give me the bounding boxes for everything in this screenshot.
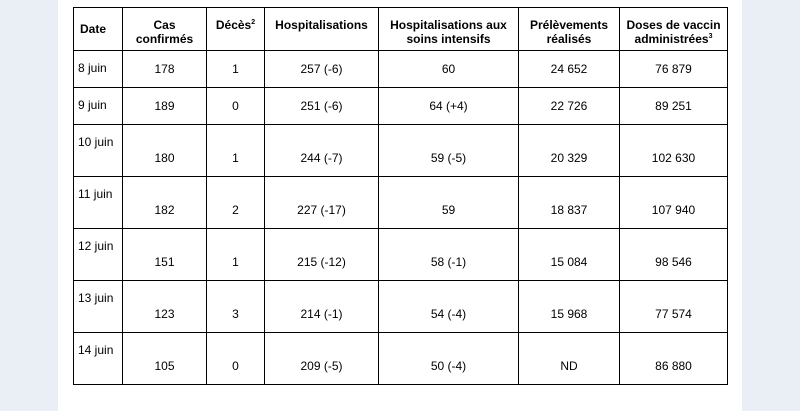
cell-cas: 151 — [123, 229, 207, 281]
cell-hosp: 251 (-6) — [265, 88, 379, 125]
cell-date: 14 juin — [74, 333, 123, 385]
cell-prelev: 20 329 — [519, 125, 620, 177]
table-row — [74, 125, 728, 177]
cell-prelev: 22 726 — [519, 88, 620, 125]
cell-hosp-si: 60 — [379, 51, 519, 88]
cell-hosp-si: 64 (+4) — [379, 88, 519, 125]
cell-hosp-si: 54 (-4) — [379, 281, 519, 333]
cell-doses: 89 251 — [620, 88, 728, 125]
cell-hosp: 209 (-5) — [265, 333, 379, 385]
cell-doses: 98 546 — [620, 229, 728, 281]
cell-hosp: 227 (-17) — [265, 177, 379, 229]
cell-deces: 3 — [207, 281, 265, 333]
cell-prelev: 15 084 — [519, 229, 620, 281]
table-row — [74, 177, 728, 229]
covid-stats-table — [73, 7, 728, 385]
cell-cas: 105 — [123, 333, 207, 385]
cell-cas: 189 — [123, 88, 207, 125]
cell-cas: 180 — [123, 125, 207, 177]
cell-date: 12 juin — [74, 229, 123, 281]
header-doses-footnote: 3 — [708, 33, 713, 40]
cell-hosp-si: 59 (-5) — [379, 125, 519, 177]
cell-prelev: ND — [519, 333, 620, 385]
cell-deces: 2 — [207, 177, 265, 229]
cell-doses: 102 630 — [620, 125, 728, 177]
cell-date: 10 juin — [74, 125, 123, 177]
cell-prelev: 18 837 — [519, 177, 620, 229]
cell-deces: 0 — [207, 88, 265, 125]
table-row — [74, 51, 728, 88]
cell-hosp: 214 (-1) — [265, 281, 379, 333]
header-hospitalisations-soins-intensifs: Hospitalisations aux soins intensifs — [379, 8, 519, 51]
header-hospitalisations: Hospitalisations — [265, 8, 379, 51]
header-deces-label: Décès — [215, 18, 252, 32]
cell-date: 13 juin — [74, 281, 123, 333]
cell-cas: 182 — [123, 177, 207, 229]
cell-prelev: 24 652 — [519, 51, 620, 88]
cell-cas: 178 — [123, 51, 207, 88]
cell-doses: 77 574 — [620, 281, 728, 333]
cell-hosp-si: 59 — [379, 177, 519, 229]
header-deces-footnote: 2 — [251, 19, 256, 26]
cell-doses: 107 940 — [620, 177, 728, 229]
cell-hosp: 244 (-7) — [265, 125, 379, 177]
header-prelevements: Prélèvements réalisés — [519, 8, 620, 51]
cell-deces: 1 — [207, 229, 265, 281]
cell-date: 11 juin — [74, 177, 123, 229]
cell-deces: 1 — [207, 125, 265, 177]
cell-hosp: 257 (-6) — [265, 51, 379, 88]
cell-hosp-si: 50 (-4) — [379, 333, 519, 385]
table-row — [74, 281, 728, 333]
cell-prelev: 15 968 — [519, 281, 620, 333]
cell-deces: 1 — [207, 51, 265, 88]
cell-doses: 76 879 — [620, 51, 728, 88]
header-cas-confirmes: Cas confirmés — [123, 8, 207, 51]
header-doses-label: Doses de vaccin administrées — [626, 18, 721, 46]
table-row — [74, 229, 728, 281]
table-row — [74, 88, 728, 125]
cell-deces: 0 — [207, 333, 265, 385]
cell-hosp-si: 58 (-1) — [379, 229, 519, 281]
table-header-row — [74, 8, 728, 51]
cell-date: 8 juin — [74, 51, 123, 88]
header-date: Date — [74, 8, 123, 51]
cell-hosp: 215 (-12) — [265, 229, 379, 281]
cell-doses: 86 880 — [620, 333, 728, 385]
cell-date: 9 juin — [74, 88, 123, 125]
document-page — [58, 0, 742, 411]
header-doses-vaccin — [620, 8, 728, 51]
table-row — [74, 333, 728, 385]
header-deces — [207, 8, 265, 51]
cell-cas: 123 — [123, 281, 207, 333]
